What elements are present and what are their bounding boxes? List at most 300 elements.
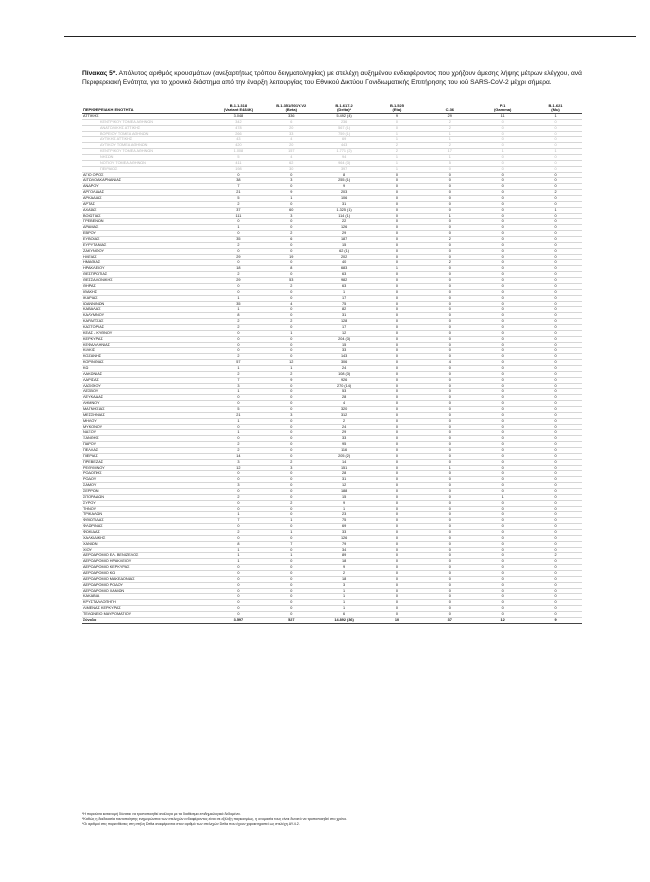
case-count: 0 [371,588,424,594]
case-count: 0 [371,237,424,243]
case-count: 0 [265,453,318,459]
case-count: 0 [529,447,582,453]
case-count: 0 [476,436,529,442]
column-header-sublabel: (Variant E484K) [223,107,254,113]
case-count: 0 [371,559,424,565]
case-count: 0 [529,313,582,319]
case-count: 0 [265,418,318,424]
case-count: 35 [212,301,265,307]
case-count: 1 [423,137,476,143]
case-count: 443 [318,143,371,149]
case-count: 0 [529,155,582,161]
footnotes [82,812,602,828]
region-name: ΛΕΥΚΑΔΑΣ [82,395,212,401]
region-name: ΠΡΕΒΕΖΑΣ [82,459,212,465]
case-count: 33 [265,131,318,137]
case-count: 198 [212,166,265,172]
case-count: 0 [529,260,582,266]
case-count: 0 [529,465,582,471]
case-count: 0 [476,547,529,553]
column-header-sublabel: (Gamma) [493,107,512,113]
region-name: ΛΑΣΙΘΙΟΥ [82,383,212,389]
region-name: ΤΡΙΚΑΛΩΝ [82,512,212,518]
case-count: 0 [476,365,529,371]
case-count: 0 [529,143,582,149]
case-count: 0 [371,365,424,371]
region-name: ΣΥΡΟΥ [82,500,212,506]
case-count: 0 [423,453,476,459]
case-count: 0 [265,588,318,594]
case-count: 3 [212,383,265,389]
region-name: ΚΡΥΣΤΑΛΛΟΠΗΓΗ [82,600,212,606]
case-count: 0 [371,248,424,254]
region-name: ΚΟΖΑΝΗΣ [82,354,212,360]
region-name: ΘΗΡΑΣ [82,283,212,289]
case-count: 0 [212,477,265,483]
case-count: 0 [423,571,476,577]
region-name: ΝΟΤΙΟΥ ΤΟΜΕΑ ΑΘΗΝΩΝ [82,160,212,166]
case-count: 1 [265,518,318,524]
case-count: 5.492 (4) [318,114,371,120]
case-count: 0 [371,289,424,295]
case-count: 0 [265,506,318,512]
region-name: ΡΟΔΟΥ [82,477,212,483]
case-count: 0 [371,483,424,489]
case-count: 0 [371,383,424,389]
case-count: 0 [371,207,424,213]
case-count: 0 [476,471,529,477]
case-count: 0 [476,535,529,541]
case-count: 2 [265,319,318,325]
case-count: 0 [529,535,582,541]
case-count: 0 [423,348,476,354]
case-count: 397 [318,166,371,172]
table-body [82,114,582,618]
case-count: 0 [371,125,424,131]
case-count: 0 [423,594,476,600]
case-count: 0 [529,471,582,477]
case-count: 0 [529,606,582,612]
case-count: 0 [423,307,476,313]
case-count: 0 [529,541,582,547]
case-count: 0 [476,447,529,453]
case-count: 0 [212,506,265,512]
case-count: 0 [529,248,582,254]
case-count: 9 [265,377,318,383]
case-count: 0 [476,155,529,161]
case-count: 0 [265,436,318,442]
region-name: ΤΗΝΟΥ [82,506,212,512]
case-count: 3 [318,582,371,588]
region-name: ΔΥΤΙΚΟΥ ΤΟΜΕΑ ΑΘΗΝΩΝ [82,143,212,149]
case-count: 0 [371,406,424,412]
case-count: 0 [265,594,318,600]
case-count: 2 [529,190,582,196]
case-count: 4 [265,137,318,143]
case-count: 0 [476,576,529,582]
case-count: 0 [476,600,529,606]
column-header-sublabel: (Beta) [285,107,297,113]
case-count: 1 [371,155,424,161]
case-count: 5 [212,406,265,412]
case-count: 0 [371,541,424,547]
case-count: 0 [423,196,476,202]
region-name: ΚΕΝΤΡΙΚΟΥ ΤΟΜΕΑ ΑΘΗΝΩΝ [82,119,212,125]
case-count: 0 [371,313,424,319]
column-header-label: B.1.617.2 [335,102,353,108]
case-count: 0 [212,576,265,582]
case-count: 0 [476,225,529,231]
case-count: 0 [371,219,424,225]
region-name: ΑΙΤΩΛΟΑΚΑΡΝΑΝΙΑΣ [82,178,212,184]
column-header-label: C.36 [445,107,455,113]
region-name: ΑΕΡΟΔΡΟΜΙΟ ΚΕΡΚΥΡΑΣ [82,565,212,571]
case-count: 0 [265,225,318,231]
case-count: 0 [529,377,582,383]
case-count: 567 (1) [318,125,371,131]
region-name: ΠΙΕΡΙΑΣ [82,453,212,459]
case-count: 2 [423,260,476,266]
column-header-variant [318,101,371,114]
top-rule [64,36,636,37]
case-count: 0 [476,412,529,418]
case-count: 0 [529,506,582,512]
case-count: 0 [371,553,424,559]
case-count: 0 [529,489,582,495]
case-count: 33 [318,436,371,442]
case-count: 0 [423,336,476,342]
case-count: 0 [265,184,318,190]
total-count: 10 [371,617,424,623]
case-count: 0 [212,436,265,442]
case-count: 0 [371,565,424,571]
case-count: 0 [476,160,529,166]
case-count: 0 [265,389,318,395]
case-count: 0 [529,131,582,137]
case-count: 7 [212,377,265,383]
case-count: 0 [476,278,529,284]
case-count: 0 [265,483,318,489]
region-name: ΚΟΡΙΝΘΙΑΣ [82,360,212,366]
case-count: 0 [371,242,424,248]
case-count: 11 [476,114,529,120]
case-count: 0 [265,172,318,178]
region-name: ΒΟΡΕΙΟΥ ΤΟΜΕΑ ΑΘΗΝΩΝ [82,131,212,137]
region-name: ΚΑΣΤΟΡΙΑΣ [82,324,212,330]
case-count: 9 [318,565,371,571]
case-count: 1 [318,600,371,606]
case-count: 14 [318,459,371,465]
case-count: 0 [212,582,265,588]
total-row [82,617,582,623]
case-count: 20 [265,125,318,131]
case-count: 0 [423,477,476,483]
case-count: 1 [212,418,265,424]
case-count: 0 [265,354,318,360]
case-count: 0 [476,594,529,600]
case-count: 0 [476,612,529,618]
case-count: 0 [423,242,476,248]
case-count: 0 [212,336,265,342]
case-count: 0 [371,606,424,612]
case-count: 0 [423,201,476,207]
region-name: ΜΕΣΣΗΝΙΑΣ [82,412,212,418]
case-count: 82 [318,307,371,313]
case-count: 0 [265,406,318,412]
case-count: 0 [529,283,582,289]
case-count: 24 [318,424,371,430]
column-header-variant [529,101,582,114]
case-count: 0 [476,201,529,207]
case-count: 1 [371,160,424,166]
case-count: 0 [265,494,318,500]
case-count: 1 [212,307,265,313]
region-name: ΑΕΡΟΔΡΟΜΙΟ ΡΟΔΟΥ [82,582,212,588]
region-name: ΡΟΔΟΠΗΣ [82,471,212,477]
case-count: 0 [371,401,424,407]
case-count: 63 [318,283,371,289]
case-count: 6 [318,612,371,618]
case-count: 0 [529,477,582,483]
case-count: 128 [318,319,371,325]
region-name: ΦΛΩΡΙΝΑΣ [82,524,212,530]
case-count: 0 [212,219,265,225]
case-count: 4 [423,360,476,366]
caption-label: Πίνακας 5*. [82,70,118,77]
case-count: 0 [371,295,424,301]
case-count: 0 [265,342,318,348]
case-count: 12 [265,360,318,366]
case-count: 1 [371,137,424,143]
case-count: 0 [265,348,318,354]
case-count: 0 [371,459,424,465]
case-count: 0 [371,389,424,395]
case-count: 0 [371,360,424,366]
case-count: 0 [476,237,529,243]
case-count: 0 [265,248,318,254]
case-count: 0 [265,547,318,553]
case-count: 0 [371,254,424,260]
case-count: 1 [423,213,476,219]
case-count: 0 [423,494,476,500]
case-count: 0 [423,471,476,477]
region-name: ΑΝΔΡΟΥ [82,184,212,190]
case-count: 2 [265,500,318,506]
case-count: 0 [371,377,424,383]
region-name: ΑΕΡΟΔΡΟΜΙΟ ΜΑΚΕΔΟΝΙΑΣ [82,576,212,582]
case-count: 0 [423,518,476,524]
case-count: 0 [423,535,476,541]
case-count: 0 [476,442,529,448]
case-count: 0 [529,430,582,436]
case-count: 0 [476,196,529,202]
case-count: 0 [212,348,265,354]
case-count: 0 [371,278,424,284]
case-count: 0 [212,395,265,401]
case-count: 1 [318,594,371,600]
case-count: 2 [265,459,318,465]
case-count: 0 [212,401,265,407]
case-count: 188 [318,489,371,495]
case-count: 0 [529,436,582,442]
region-name: ΑΡΚΑΔΙΑΣ [82,196,212,202]
column-header-variant [371,101,424,114]
case-count: 1 [423,131,476,137]
case-count: 126 [318,535,371,541]
case-count: 0 [529,518,582,524]
case-count: 0 [371,576,424,582]
case-count: 0 [423,588,476,594]
case-count: 0 [265,219,318,225]
case-count: 342 [212,119,265,125]
case-count: 0 [476,588,529,594]
case-count: 0 [529,395,582,401]
case-count: 1 [529,149,582,155]
case-count: 2 [212,442,265,448]
case-count: 0 [265,447,318,453]
case-count: 2 [529,553,582,559]
region-name: ΠΑΡΟΥ [82,442,212,448]
case-count: 9 [265,190,318,196]
region-name: ΤΕΛΩΝΕΙΟ ΜΑΥΡΟΜΑΤΙΟΥ [82,612,212,618]
case-count: 0 [476,248,529,254]
region-name: ΑΤΤΙΚΗΣ [82,114,212,120]
case-count: 203 [318,190,371,196]
case-count: 108 (3) [318,371,371,377]
case-count: 0 [265,313,318,319]
case-count: 0 [423,207,476,213]
case-count: 0 [371,301,424,307]
case-count: 2 [371,149,424,155]
case-count: 0 [265,524,318,530]
case-count: 0 [265,383,318,389]
case-count: 0 [529,576,582,582]
case-count: 15 [318,242,371,248]
case-count: 0 [265,489,318,495]
case-count: 4 [318,401,371,407]
case-count: 30 [265,166,318,172]
case-count: 0 [529,219,582,225]
case-count: 0 [529,125,582,131]
case-count: 0 [476,354,529,360]
case-count: 0 [476,541,529,547]
case-count: 1 [476,149,529,155]
case-count: 0 [265,201,318,207]
region-name: ΗΡΑΚΛΕΙΟΥ [82,266,212,272]
region-name: ΠΕΛΛΑΣ [82,447,212,453]
case-count: 0 [423,612,476,618]
case-count: 114 (1) [318,213,371,219]
case-count: 0 [476,336,529,342]
case-count: 1 [371,131,424,137]
case-count: 75 [318,518,371,524]
column-header-region [82,101,212,114]
case-count: 0 [371,272,424,278]
case-count: 3 [265,213,318,219]
case-count: 0 [476,137,529,143]
case-count: 0 [423,190,476,196]
case-count: 0 [529,354,582,360]
case-count: 0 [529,459,582,465]
case-count: 0 [423,500,476,506]
case-count: 151 [318,465,371,471]
region-name: ΡΕΘΥΜΝΟΥ [82,465,212,471]
case-count: 964 (3) [318,160,371,166]
case-count: 1 [371,266,424,272]
region-name: ΓΡΕΒΕΝΩΝ [82,219,212,225]
case-count: 0 [265,401,318,407]
case-count: 0 [371,283,424,289]
case-count: 0 [476,553,529,559]
case-count: 0 [371,354,424,360]
case-count: 0 [476,406,529,412]
case-count: 8 [265,266,318,272]
case-count: 0 [371,465,424,471]
case-count: 0 [529,582,582,588]
case-count: 0 [371,500,424,506]
case-count: 0 [371,594,424,600]
case-count: 0 [212,500,265,506]
case-count: 0 [371,535,424,541]
case-count: 1.771 (2) [318,149,371,155]
case-count: 0 [265,430,318,436]
case-count: 0 [476,272,529,278]
case-count: 1 [529,114,582,120]
case-count: 3 [265,178,318,184]
case-count: 0 [423,412,476,418]
case-count: 2 [423,143,476,149]
case-count: 2 [212,324,265,330]
case-count: 111 [212,213,265,219]
case-count: 0 [529,588,582,594]
region-name: ΛΑΚΩΝΙΑΣ [82,371,212,377]
case-count: 0 [476,518,529,524]
case-count: 0 [265,395,318,401]
case-count: 0 [371,172,424,178]
case-count: 1 [212,547,265,553]
region-name: ΚΕΦΑΛΛΗΝΙΑΣ [82,342,212,348]
case-count: 0 [265,571,318,577]
case-count: 1 [265,365,318,371]
region-name: ΑΕΡΟΔΡΟΜΙΟ ΚΩ [82,571,212,577]
case-count: 0 [476,524,529,530]
case-count: 1 [423,155,476,161]
case-count: 1 [265,330,318,336]
case-count: 0 [529,500,582,506]
case-count: 0 [265,600,318,606]
case-count: 0 [371,231,424,237]
case-count: 2 [212,447,265,453]
case-count: 202 [318,254,371,260]
case-count: 0 [423,553,476,559]
case-count: 1 [318,606,371,612]
case-count: 2 [265,231,318,237]
case-count: 126 [318,225,371,231]
case-count: 5 [212,196,265,202]
case-count: 0 [423,530,476,536]
case-count: 0 [423,541,476,547]
case-count: 12 [318,483,371,489]
case-count: 0 [529,137,582,143]
case-count: 0 [212,289,265,295]
total-count: 527 [265,617,318,623]
footnote: *Καθώς η διαδικασία ταυτοποίησης ενημερώνεται των στελεχών ενδιαφέροντος είναι σε εξέλιξη παγκοσμίως, η ονομασία τους είναι δυνατό να τροποποιηθεί στο χρόνο. [82,817,348,822]
region-name: ΣΑΜΟΥ [82,483,212,489]
table-caption [82,69,602,87]
case-count: 0 [371,119,424,125]
case-count: 0 [371,530,424,536]
case-count: 1 [265,530,318,536]
